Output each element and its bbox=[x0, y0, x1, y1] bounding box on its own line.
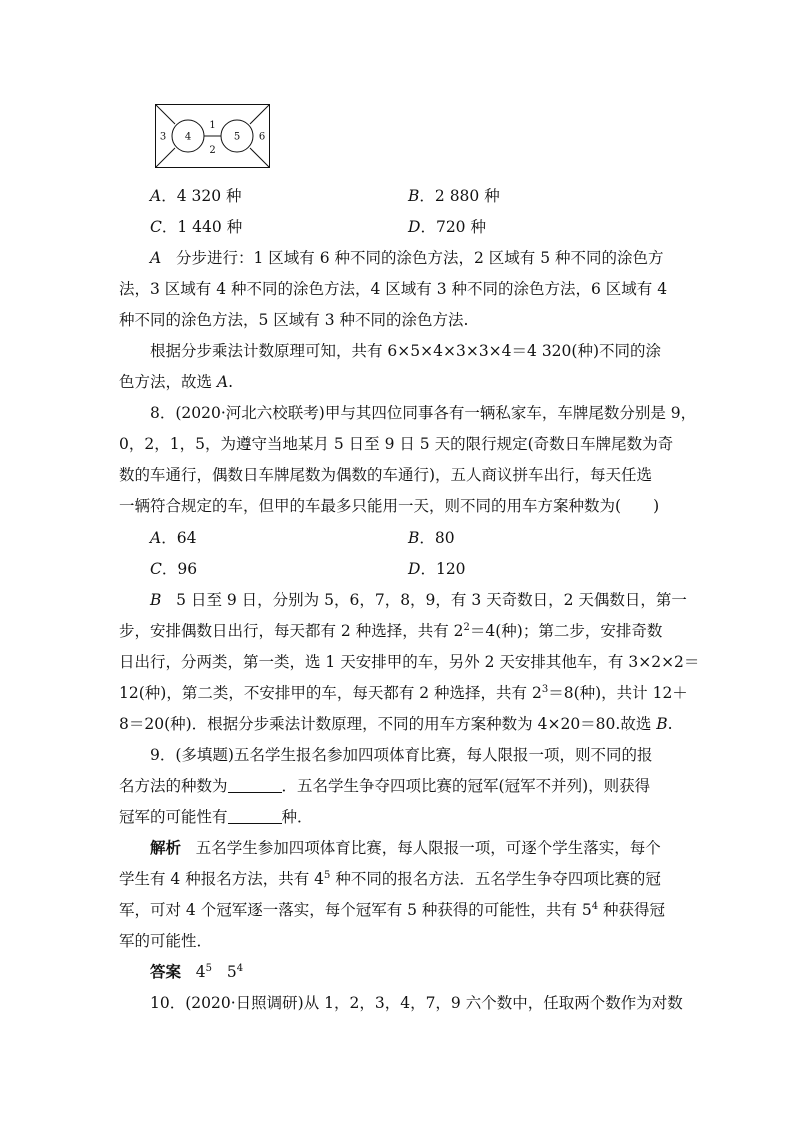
q8-stem-line-1: 8．(2020·河北六校联考)甲与其四位同事各有一辆私家车，车牌尾数分别是 9， bbox=[150, 404, 697, 422]
answer-label: 答案 bbox=[150, 962, 182, 981]
q7-solution-line-2: 法，3 区域有 4 种不同的涂色方法，4 区域有 3 种不同的涂色方法，6 区域有 4 bbox=[119, 280, 668, 298]
q8-solution-line-2: 步，安排偶数日出行，每天都有 2 种选择，共有 $2^2=4$(种)；第二步，安排奇数 bbox=[119, 622, 663, 640]
q9-analysis-line-2: 学生有 4 种报名方法，共有 $4^5$ 种不同的报名方法．五名学生争夺四项比赛的冠 bbox=[119, 870, 661, 888]
q9-analysis-line-3: 军，可对 4 个冠军逐一落实，每个冠军有 5 种获得的可能性，共有 $5^4$ 种获得冠 bbox=[119, 901, 666, 919]
q7-solution-line-1: A 分步进行：1 区域有 6 种不同的涂色方法，2 区域有 5 种不同的涂色方 bbox=[150, 249, 664, 267]
q9-analysis-line-4: 军的可能性． bbox=[119, 932, 213, 950]
q9-stem-line-3: 冠军的可能性有 种． bbox=[119, 808, 313, 826]
q8-option-a: A．64 bbox=[150, 529, 197, 547]
corner-line-tr bbox=[250, 105, 270, 125]
q8-solution-line-3: 日出行，分两类，第一类，选 1 天安排甲的车，另外 2 天安排其他车，有 3×2×2＝ bbox=[119, 653, 700, 671]
q9-answer-line: 答案 $4^5$ $5^4$ bbox=[150, 962, 244, 981]
region-label-1: 1 bbox=[209, 120, 216, 131]
q8-solution-line-1: B 5 日至 9 日，分别为 5，6，7，8，9，有 3 天奇数日，2 天偶数日，第一 bbox=[150, 591, 687, 609]
q7-solution-line-3: 种不同的涂色方法，5 区域有 3 种不同的涂色方法. bbox=[119, 311, 469, 329]
q7-conclusion-line-2: 色方法，故选 A. bbox=[119, 373, 234, 391]
analysis-label: 解析 bbox=[150, 838, 182, 857]
region-label-2: 2 bbox=[209, 145, 216, 156]
q7-conclusion-line-1: 根据分步乘法计数原理可知，共有 6×5×4×3×3×4＝4 320(种)不同的涂 bbox=[150, 342, 662, 360]
q8-option-d: D．120 bbox=[408, 560, 466, 578]
q9-stem-line-1: 9．(多填题)五名学生报名参加四项体育比赛，每人限报一项，则不同的报 bbox=[150, 746, 653, 764]
q8-solution-line-4: 12(种)，第二类，不安排甲的车，每天都有 2 种选择，共有 $2^3=8$(种)，共计 12＋ bbox=[119, 684, 688, 702]
corner-line-tl bbox=[156, 105, 176, 125]
q8-stem-line-4: 一辆符合规定的车，但甲的车最多只能用一天，则不同的用车方案种数为( ) bbox=[119, 497, 660, 515]
q8-option-b: B．80 bbox=[408, 529, 455, 547]
q9-answer-blank-1[interactable] bbox=[228, 777, 282, 793]
corner-line-br bbox=[250, 148, 270, 168]
q10-stem-line-1: 10．(2020·日照调研)从 1，2，3，4，7，9 六个数中，任取两个数作为对数 bbox=[150, 994, 683, 1012]
corner-line-bl bbox=[156, 148, 176, 168]
q8-stem-line-3: 数的车通行，偶数日车牌尾数为偶数的车通行)，五人商议拼车出行，每天任选 bbox=[119, 466, 653, 484]
q7-option-b: B．2 880 种 bbox=[408, 187, 500, 205]
q9-analysis-line-1: 解析 五名学生参加四项体育比赛，每人限报一项，可逐个学生落实，每个 bbox=[150, 838, 661, 857]
region-label-6: 6 bbox=[258, 131, 266, 143]
q8-solution-line-5: 8＝20(种)．根据分步乘法计数原理，不同的用车方案种数为 4×20＝80.故选 B. bbox=[119, 715, 673, 733]
q8-stem-line-2: 0，2，1，5，为遵守当地某月 5 日至 9 日 5 天的限行规定(奇数日车牌尾数为奇 bbox=[119, 435, 674, 453]
coloring-region-diagram bbox=[155, 104, 270, 168]
q9-stem-line-2: 名方法的种数为 ．五名学生争夺四项比赛的冠军(冠军不并列)，则获得 bbox=[119, 777, 651, 795]
q9-answer-blank-2[interactable] bbox=[228, 808, 282, 824]
q7-option-d: D．720 种 bbox=[408, 218, 486, 236]
q7-option-a: A．4 320 种 bbox=[150, 187, 242, 205]
region-label-3: 3 bbox=[159, 131, 167, 143]
q8-option-c: C．96 bbox=[150, 560, 198, 578]
q7-option-c: C．1 440 种 bbox=[150, 218, 243, 236]
region-label-5: 5 bbox=[233, 131, 241, 143]
q7-answer-letter: A bbox=[150, 249, 162, 267]
region-label-4: 4 bbox=[184, 131, 192, 143]
q8-answer-letter: B bbox=[150, 591, 162, 609]
